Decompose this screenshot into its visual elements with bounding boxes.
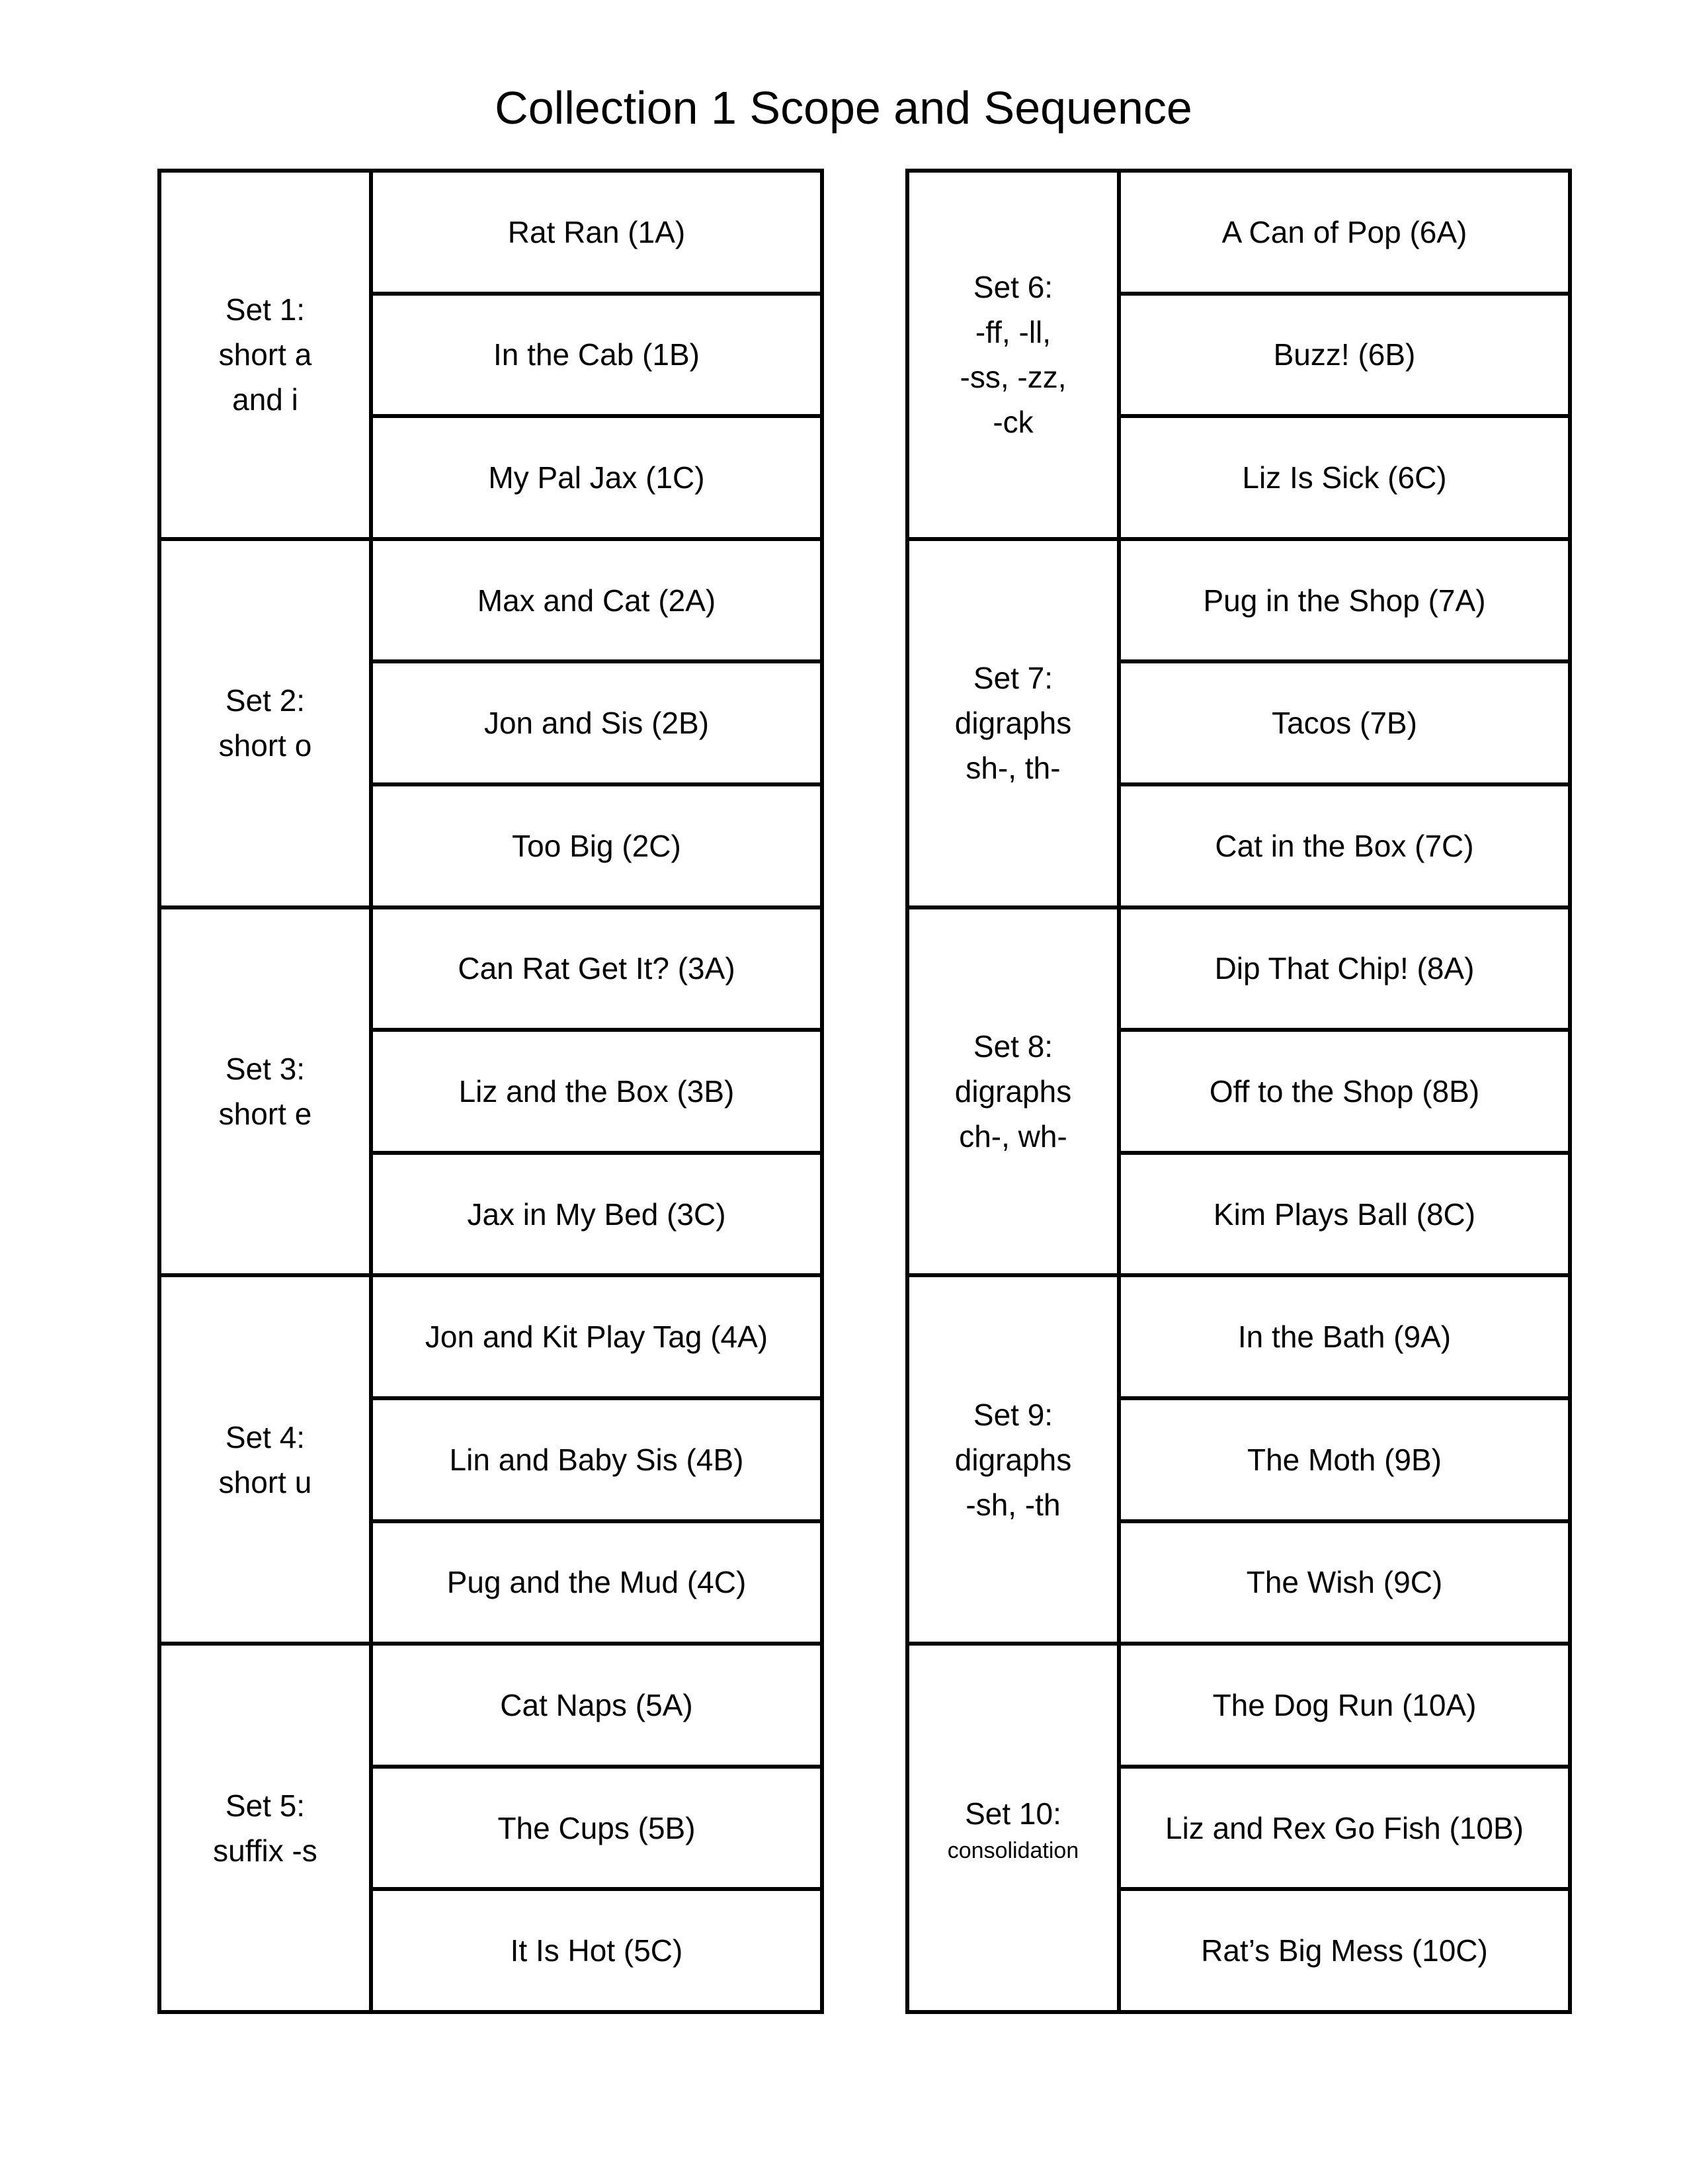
right-sets-table <box>905 169 1572 2014</box>
set-row <box>161 1273 820 1642</box>
book-title: In the Bath (9A) <box>1237 1320 1452 1355</box>
book-title: Max and Cat (2A) <box>477 583 716 618</box>
book-list <box>1121 173 1568 537</box>
book-title: My Pal Jax (1C) <box>373 414 820 537</box>
set-row <box>161 905 820 1274</box>
book-title: The Cups (5B) <box>373 1765 820 1888</box>
set-row <box>909 173 1568 537</box>
set-label <box>161 173 373 537</box>
book-title: Liz and the Box (3B) <box>373 1028 820 1151</box>
set-label <box>909 541 1121 905</box>
left-sets-table <box>157 169 824 2014</box>
book-title: It Is Hot (5C) <box>373 1887 820 2010</box>
book-title: In the Cab (1B) <box>373 292 820 415</box>
book-title: Pug and the Mud (4C) <box>373 1519 820 1642</box>
set-sublabel-text: consolidation <box>947 1837 1079 1863</box>
book-title: Rat’s Big Mess (10C) <box>1121 1887 1568 2010</box>
set-label-text: Set 7: digraphs sh-, th- <box>954 661 1072 786</box>
set-row <box>161 173 820 537</box>
book-title: The Wish (9C) <box>1121 1519 1568 1642</box>
set-label-text: Set 3: short e <box>218 1051 312 1131</box>
set-row <box>161 1642 820 2010</box>
set-label-text: Set 5: suffix -s <box>213 1788 317 1868</box>
set-label-text: Set 2: short o <box>218 683 312 763</box>
book-title: The Moth (9B) <box>1121 1396 1568 1519</box>
book-title: Off to the Shop (8B) <box>1121 1028 1568 1151</box>
book-list <box>1121 909 1568 1274</box>
book-title: Jon and Sis (2B) <box>373 659 820 782</box>
set-label-text: Set 8: digraphs ch-, wh- <box>954 1029 1072 1154</box>
set-label <box>909 909 1121 1274</box>
book-title: Jax in My Bed (3C) <box>373 1151 820 1274</box>
set-label-text: Set 9: digraphs -sh, -th <box>954 1397 1072 1522</box>
book-title: Kim Plays Ball (8C) <box>1121 1151 1568 1274</box>
book-title: Cat Naps (5A) <box>500 1687 693 1722</box>
book-title: The Dog Run (10A) <box>1212 1687 1477 1722</box>
book-list <box>373 1277 820 1642</box>
book-title: Can Rat Get It? (3A) <box>458 951 735 986</box>
book-list <box>373 1646 820 2010</box>
book-title: Liz Is Sick (6C) <box>1121 414 1568 537</box>
book-list <box>1121 1277 1568 1642</box>
set-row <box>909 537 1568 905</box>
set-row <box>909 905 1568 1274</box>
set-label <box>161 1277 373 1642</box>
set-label <box>909 173 1121 537</box>
book-list <box>1121 541 1568 905</box>
set-label-text: Set 4: short u <box>218 1419 312 1499</box>
book-title: Cat in the Box (7C) <box>1121 782 1568 905</box>
book-list <box>373 909 820 1274</box>
set-row <box>161 537 820 905</box>
set-label <box>161 909 373 1274</box>
book-title: Tacos (7B) <box>1121 659 1568 782</box>
set-row <box>909 1273 1568 1642</box>
set-label-text: Set 10: <box>965 1796 1061 1831</box>
book-title: Jon and Kit Play Tag (4A) <box>425 1320 768 1355</box>
book-title: Pug in the Shop (7A) <box>1203 583 1486 618</box>
book-list <box>1121 1646 1568 2010</box>
book-list <box>373 541 820 905</box>
book-title: Rat Ran (1A) <box>507 214 686 249</box>
set-label <box>909 1277 1121 1642</box>
book-title: A Can of Pop (6A) <box>1221 214 1467 249</box>
book-title: Dip That Chip! (8A) <box>1214 951 1475 986</box>
set-label-text: Set 1: short a and i <box>218 292 312 417</box>
set-label <box>909 1646 1121 2010</box>
set-label-text: Set 6: -ff, -ll, -ss, -zz, -ck <box>960 270 1067 440</box>
set-row <box>909 1642 1568 2010</box>
page-title: Collection 1 Scope and Sequence <box>495 82 1192 134</box>
book-title: Liz and Rex Go Fish (10B) <box>1121 1765 1568 1888</box>
book-title: Buzz! (6B) <box>1121 292 1568 415</box>
book-list <box>373 173 820 537</box>
set-label <box>161 1646 373 2010</box>
book-title: Lin and Baby Sis (4B) <box>373 1396 820 1519</box>
book-title: Too Big (2C) <box>373 782 820 905</box>
set-label <box>161 541 373 905</box>
